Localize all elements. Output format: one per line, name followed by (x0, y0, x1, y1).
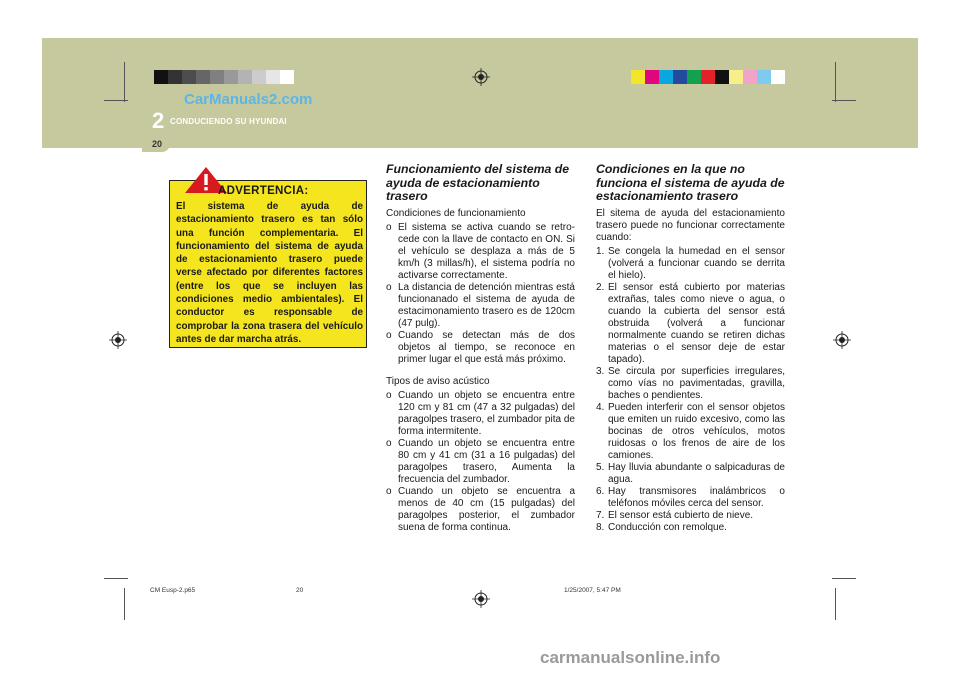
list-marker: 7. (596, 509, 605, 521)
list-marker: 3. (596, 365, 605, 377)
crop-mark (832, 578, 856, 579)
color-swatch (659, 70, 673, 84)
crop-mark (835, 62, 836, 102)
list-item (596, 486, 785, 510)
list-marker: 8. (596, 521, 605, 533)
crop-mark (124, 588, 125, 620)
registration-mark-icon (472, 590, 490, 608)
list-item (386, 390, 575, 438)
section-title: Funcionamiento del sistema de ayuda de estacionamiento trasero (386, 162, 570, 203)
list-marker: 6. (596, 485, 605, 497)
color-swatch (196, 70, 210, 84)
color-swatch (280, 70, 294, 84)
list-item (386, 282, 575, 330)
header-band (42, 38, 918, 148)
color-swatch (729, 70, 743, 84)
color-swatch (210, 70, 224, 84)
color-swatch (224, 70, 238, 84)
registration-mark-icon (472, 68, 490, 86)
list-text: Cuando un objeto se encuentra a menos de 40 cm (15 pulgadas) del paragolpes posterior, el zumbador suena de forma continua. (398, 485, 575, 533)
list-text: Conducción con remolque. (608, 521, 727, 533)
color-swatch (252, 70, 266, 84)
crop-mark (835, 588, 836, 620)
list-text: Pueden interferir con el sensor objetos que emiten un ruido excesivo, como las bocinas de otros vehículos, motos ruidosas o los frenos de aire de los camiones. (608, 401, 785, 461)
list-item (596, 282, 785, 366)
list-text: Se circula por superficies irregulares, como vías no pavimentadas, gravilla, baches o pendientes. (608, 365, 785, 401)
section-subtitle: Condiciones de funcionamiento (386, 207, 526, 219)
color-swatch (757, 70, 771, 84)
list-marker: o (386, 329, 392, 341)
list-text: Hay lluvia abundante o salpicaduras de agua. (608, 461, 785, 485)
crop-mark (124, 62, 125, 102)
list-marker: 1. (596, 245, 605, 257)
non-operation-conditions-list (596, 246, 785, 534)
footer-datetime: 1/25/2007, 5:47 PM (564, 587, 621, 594)
color-swatch (182, 70, 196, 84)
watermark-top[interactable]: CarManuals2.com (184, 91, 313, 108)
color-swatch (673, 70, 687, 84)
list-item (386, 438, 575, 486)
list-item (596, 366, 785, 402)
list-text: El sensor está cubierto de nieve. (608, 509, 754, 521)
non-operation-section (596, 163, 785, 534)
warning-title: ADVERTENCIA: (218, 185, 309, 197)
color-swatch (238, 70, 252, 84)
watermark-bottom[interactable]: carmanualsonline.info (540, 648, 721, 667)
warning-sound-list (386, 390, 575, 534)
chapter-number: 2 (152, 108, 165, 133)
color-swatch (631, 70, 645, 84)
color-swatch (687, 70, 701, 84)
color-swatch (771, 70, 785, 84)
crop-mark (104, 578, 128, 579)
color-swatch (168, 70, 182, 84)
list-text: El sensor está cubierto por materias extrañas, tales como nieve o agua, o cuando la cubierta del sensor está obstruida (volverá a funcionar normalmente cuando se retiren dichas materias o el sensor deje de estar tapado). (608, 281, 785, 365)
list-text: Hay transmisores inalámbricos o teléfonos móviles cerca del sensor. (608, 485, 785, 509)
gray-calibration-strip (154, 70, 294, 84)
footer-page: 20 (296, 587, 304, 594)
chapter-title: CONDUCIENDO SU HYUNDAI (170, 117, 287, 126)
list-text: Cuando un objeto se encuentra entre 80 cm y 41 cm (31 a 16 pulgadas) del paragolpes trasero, Aumenta la frecuencia del zumbador. (398, 437, 575, 485)
crop-mark (104, 100, 128, 101)
color-swatch (645, 70, 659, 84)
list-item (596, 402, 785, 462)
list-marker: o (386, 389, 392, 401)
registration-mark-icon (833, 331, 851, 349)
list-item (386, 486, 575, 534)
page-number: 20 (152, 139, 163, 149)
color-swatch (154, 70, 168, 84)
section-intro: El sitema de ayuda del estacionamiento trasero puede no funcionar correctamente cuando: (596, 207, 785, 243)
list-item (386, 222, 575, 282)
list-text: Se congela la humedad en el sensor (volverá a funcionar cuando se derrita el hielo). (608, 245, 785, 281)
list-marker: o (386, 281, 392, 293)
list-text: Cuando un objeto se encuentra entre 120 cm y 81 cm (47 a 32 pulgadas) del paragolpes trasero, el zumbador pita de forma intermitente. (398, 389, 575, 437)
registration-mark-icon (109, 331, 127, 349)
list-marker: 2. (596, 281, 605, 293)
operation-conditions-list (386, 222, 575, 366)
footer-filename: CM Eusp-2.p65 (150, 587, 196, 594)
list-marker: o (386, 437, 392, 449)
color-swatch (701, 70, 715, 84)
list-text: El sistema se activa cuando se retro-cede con la llave de contacto en ON. Si el vehículo se desplaza a más de 5 km/h (3 millas/h), el sistema podría no activarse correctamente. (398, 221, 575, 281)
crop-mark (832, 100, 856, 101)
list-marker: 5. (596, 461, 605, 473)
color-swatch (715, 70, 729, 84)
list-item (596, 246, 785, 282)
list-marker: o (386, 485, 392, 497)
color-swatch (743, 70, 757, 84)
list-marker: 4. (596, 401, 605, 413)
section-subtitle: Tipos de aviso acústico (386, 375, 490, 387)
list-text: La distancia de detención mientras está funcionanado el sistema de ayuda de estacimonamiento trasero es de 120cm (47 pulg). (398, 281, 575, 329)
list-text: Cuando se detectan más de dos objetos al tiempo, se reconoce en primer lugar el que está más próximo. (398, 329, 575, 365)
list-item (596, 522, 785, 534)
list-item (386, 330, 575, 366)
color-swatch (266, 70, 280, 84)
section-title: Condiciones en la que no funciona el sistema de ayuda de estacionamiento trasero (596, 162, 785, 203)
list-item (596, 510, 785, 522)
operation-section (386, 163, 575, 534)
list-marker: o (386, 221, 392, 233)
list-item (596, 462, 785, 486)
color-calibration-strip (631, 70, 785, 84)
warning-text: El sistema de ayuda de estacionamiento trasero es tan sólo una función complementaria. El funcionamiento del sistema de ayuda de estacionamiento trasero puede verse afectado por diferentes factores (entre los que se incluyen las condiciones medio ambientales). El conductor es responsable de comprobar la zona trasera del vehículo antes de dar marcha atrás. (176, 201, 363, 345)
